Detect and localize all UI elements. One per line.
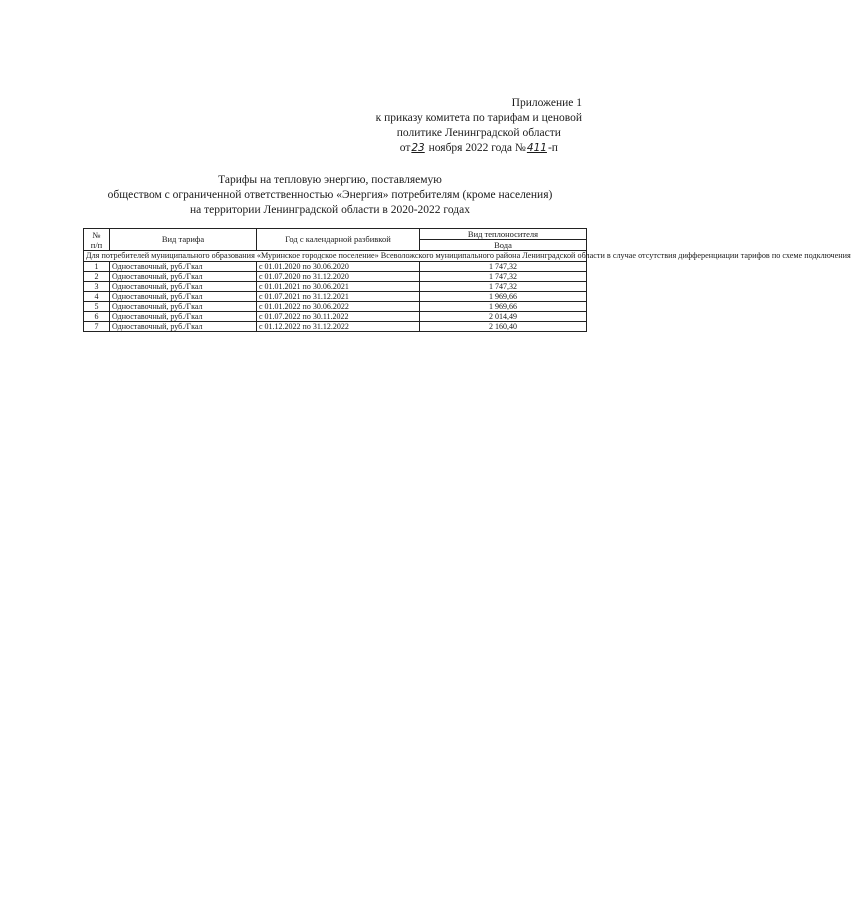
- cell-value: 1 969,66: [420, 302, 587, 312]
- cell-period: с 01.07.2020 по 31.12.2020: [257, 272, 420, 282]
- cell-period: с 01.01.2022 по 30.06.2022: [257, 302, 420, 312]
- table-row: [84, 292, 587, 302]
- cell-num: 7: [84, 322, 110, 332]
- cell-tariff-type: Одноставочный, руб./Гкал: [110, 292, 257, 302]
- cell-period: с 01.01.2021 по 30.06.2021: [257, 282, 420, 292]
- cell-num: 3: [84, 282, 110, 292]
- order-suffix: -п: [547, 142, 558, 154]
- cell-num: 5: [84, 302, 110, 312]
- table-row: [84, 302, 587, 312]
- appendix-order-ref: к приказу комитета по тарифам и ценовой: [375, 112, 582, 124]
- table-row: [84, 322, 587, 332]
- cell-value: 2 014,49: [420, 312, 587, 322]
- cell-num: 6: [84, 312, 110, 322]
- cell-period: с 01.12.2022 по 31.12.2022: [257, 322, 420, 332]
- date-prefix: от: [399, 142, 411, 154]
- cell-value: 2 160,40: [420, 322, 587, 332]
- cell-tariff-type: Одноставочный, руб./Гкал: [110, 272, 257, 282]
- cell-value: 1 969,66: [420, 292, 587, 302]
- cell-tariff-type: Одноставочный, руб./Гкал: [110, 322, 257, 332]
- table-row: [84, 272, 587, 282]
- group-row: Для потребителей муниципального образования «Муринское городское поселение» Всеволожского муниципального района Ленинградской области в случае отсутствия дифференциации тарифов по схеме подключения: [84, 251, 587, 262]
- cell-tariff-type: Одноставочный, руб./Гкал: [110, 262, 257, 272]
- table-row: [84, 262, 587, 272]
- cell-period: с 01.07.2021 по 31.12.2021: [257, 292, 420, 302]
- header-carrier: Вид теплоносителя: [420, 229, 587, 240]
- cell-tariff-type: Одноставочный, руб./Гкал: [110, 312, 257, 322]
- cell-value: 1 747,32: [420, 272, 587, 282]
- cell-value: 1 747,32: [420, 262, 587, 272]
- appendix-date-line: [376, 141, 582, 156]
- title-line-1: Тарифы на тепловую энергию, поставляемую: [218, 174, 442, 186]
- appendix-committee: политике Ленинградской области: [396, 127, 561, 139]
- date-middle: ноября 2022 года №: [425, 142, 526, 154]
- cell-value: 1 747,32: [420, 282, 587, 292]
- table-row: [84, 312, 587, 322]
- title-line-2: обществом с ограниченной ответственностью «Энергия» потребителям (кроме населения): [107, 189, 553, 201]
- appendix-title: Приложение 1: [511, 97, 582, 109]
- cell-num: 2: [84, 272, 110, 282]
- handwritten-order-number: 411: [526, 142, 547, 154]
- header-period: Год с календарной разбивкой: [257, 229, 420, 251]
- cell-num: 4: [84, 292, 110, 302]
- tariff-table: [83, 228, 851, 332]
- cell-period: с 01.01.2020 по 30.06.2020: [257, 262, 420, 272]
- handwritten-day: 23: [411, 142, 425, 154]
- cell-tariff-type: Одноставочный, руб./Гкал: [110, 302, 257, 312]
- header-carrier-water: Вода: [420, 240, 587, 251]
- title-line-3: на территории Ленинградской области в 2020-2022 годах: [190, 204, 470, 216]
- cell-tariff-type: Одноставочный, руб./Гкал: [110, 282, 257, 292]
- cell-period: с 01.07.2022 по 30.11.2022: [257, 312, 420, 322]
- cell-num: 1: [84, 262, 110, 272]
- table-row: [84, 282, 587, 292]
- appendix-header: [376, 96, 582, 156]
- header-tariff-type: Вид тарифа: [110, 229, 257, 251]
- header-num: № п/п: [84, 229, 110, 251]
- document-title: [80, 173, 580, 218]
